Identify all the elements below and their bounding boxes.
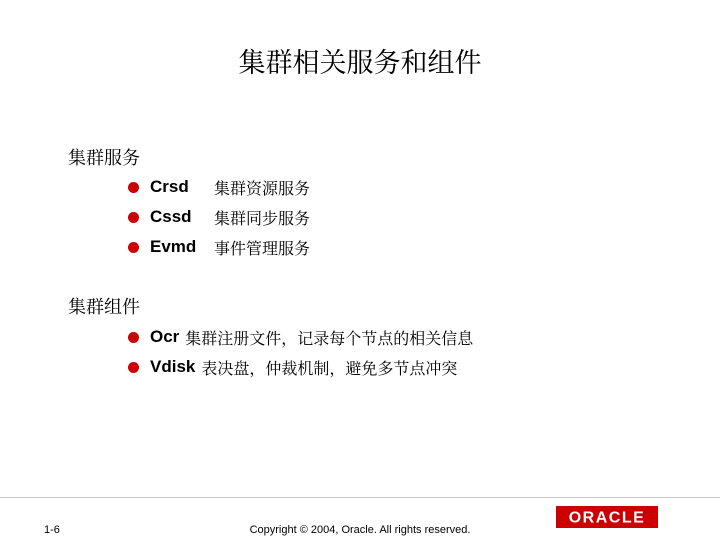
page-number: 1-6 xyxy=(44,524,60,536)
bullet-term: Cssd xyxy=(150,207,192,226)
section-heading: 集群服务 xyxy=(68,148,140,169)
list-item xyxy=(128,352,473,382)
bullet-description: 集群同步服务 xyxy=(214,208,311,228)
copyright-notice: Copyright © 2004, Oracle. All rights reserved. xyxy=(249,524,471,536)
section-cluster-services xyxy=(68,147,140,171)
bullet-icon xyxy=(128,182,139,193)
list-item xyxy=(128,202,310,232)
bullet-description: 表决盘，仲裁机制，避免多节点冲突 xyxy=(201,358,458,378)
oracle-logo-icon xyxy=(556,506,658,528)
footer-divider xyxy=(0,497,720,498)
cluster-components-list xyxy=(128,322,473,382)
bullet-icon xyxy=(128,212,139,223)
list-item xyxy=(128,322,473,352)
bullet-description: 集群资源服务 xyxy=(214,178,311,198)
bullet-icon xyxy=(128,362,139,373)
logo-text: ORACLE xyxy=(568,509,646,527)
bullet-description: 集群注册文件，记录每个节点的相关信息 xyxy=(185,328,474,348)
slide-title: 集群相关服务和组件 xyxy=(238,48,482,79)
list-item xyxy=(128,172,310,202)
logo-mark xyxy=(556,506,658,528)
list-item xyxy=(128,232,310,262)
bullet-icon xyxy=(128,332,139,343)
section-cluster-components xyxy=(68,296,140,320)
cluster-services-list xyxy=(128,172,310,262)
bullet-term: Ocr xyxy=(150,327,180,346)
bullet-description: 事件管理服务 xyxy=(214,238,311,258)
bullet-term: Vdisk xyxy=(150,357,196,376)
bullet-term: Crsd xyxy=(150,177,189,196)
section-heading: 集群组件 xyxy=(68,297,140,318)
bullet-term: Evmd xyxy=(150,237,197,256)
bullet-icon xyxy=(128,242,139,253)
